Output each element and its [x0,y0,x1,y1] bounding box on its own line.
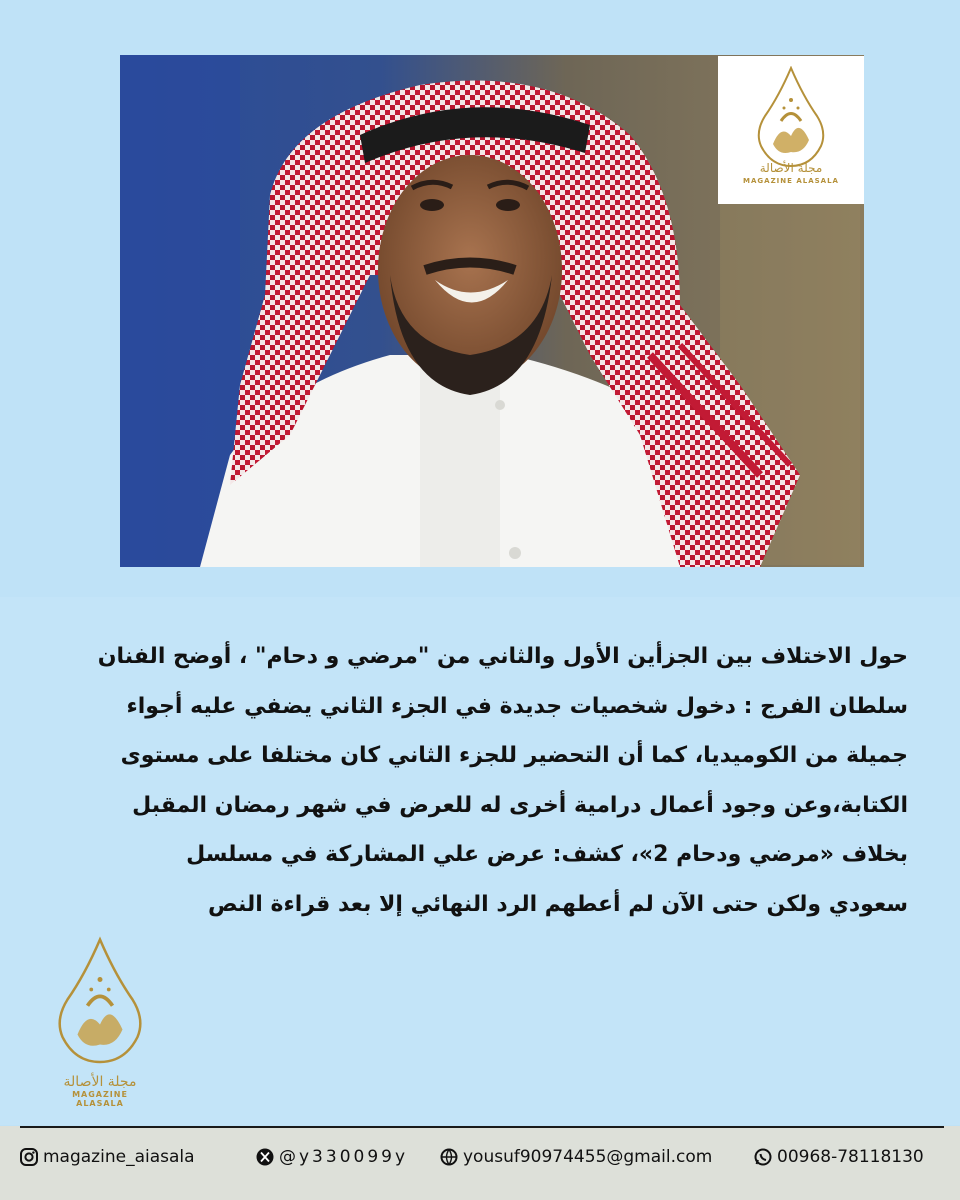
article-line: حول الاختلاف بين الجزأين الأول والثاني من "مرضي و دحام" ، أوضح الفنان [97,644,908,669]
globe-icon [440,1148,458,1166]
phone-number: 00968-78118130 [777,1147,924,1167]
footer-divider [20,1126,944,1128]
logo-emblem-icon [751,66,831,170]
article-line: جميلة من الكوميديا، كما أن التحضير للجزء الثاني كان مختلفا على مستوى [120,743,908,768]
bottom-magazine-logo [48,934,152,1108]
article-line: الكتابة،وعن وجود أعمال درامية أخرى له للعرض في شهر رمضان المقبل [132,792,908,818]
contact-footer [0,1126,960,1200]
instagram-handle: magazine_aiasala [43,1147,195,1167]
article-line: سعودي ولكن حتى الآن لم أعطهم الرد النهائي إلا بعد قراءة النص [208,891,908,917]
logo-emblem-icon [50,934,150,1070]
article-line: بخلاف «مرضي ودحام 2»، كشف: عرض علي المشاركة في مسلسل [186,842,908,867]
article-line: سلطان الفرج : دخول شخصيات جديدة في الجزء الثاني يضفي عليه أجواء [126,693,908,719]
logo-title-english: MAGAZINE ALASALA [743,177,839,185]
x-handle: @y330099y [279,1147,409,1167]
x-contact[interactable] [256,1146,408,1168]
whatsapp-icon [754,1148,772,1166]
article-text [58,632,908,929]
x-icon [256,1148,274,1166]
logo-title-english: MAGAZINE ALASALA [72,1090,128,1108]
instagram-contact[interactable] [20,1146,195,1168]
phone-contact[interactable] [754,1146,924,1168]
magazine-logo-card [718,56,864,204]
logo-title-arabic: مجلة الأصالة [63,1074,137,1090]
logo-title-arabic: مجلة الأصالة [759,161,823,175]
email-address: yousuf90974455@gmail.com [463,1147,713,1167]
instagram-icon [20,1148,38,1166]
email-contact[interactable] [440,1146,712,1168]
